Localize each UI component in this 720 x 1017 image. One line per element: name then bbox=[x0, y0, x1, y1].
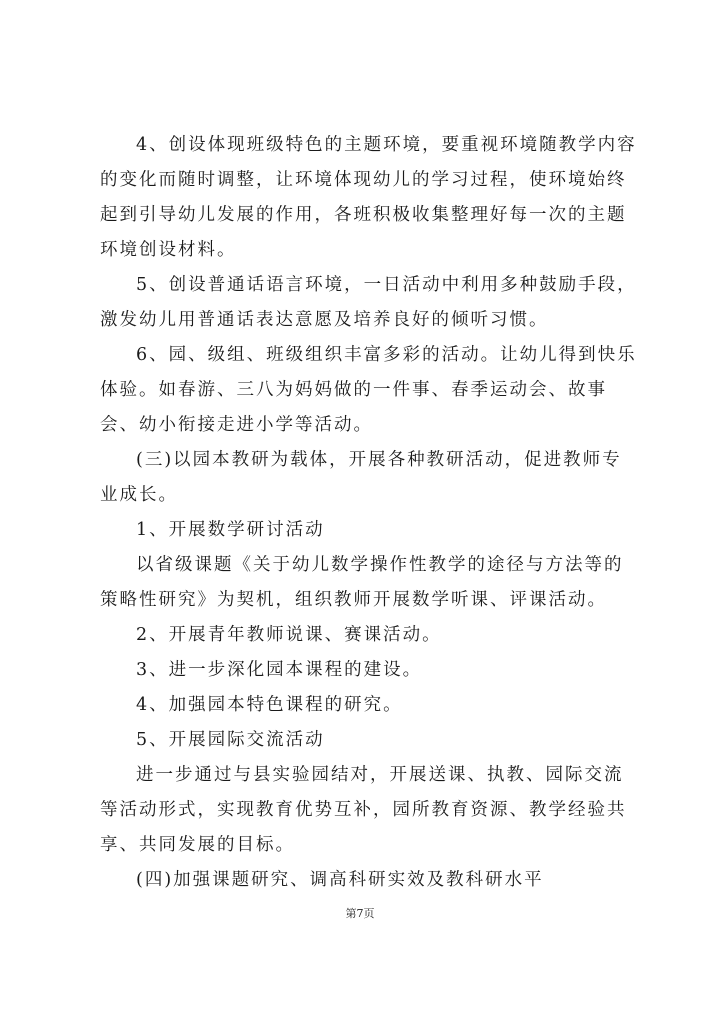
text-line: 体验。如春游、三八为妈妈做的一件事、春季运动会、故事 bbox=[100, 380, 607, 400]
text-line: 会、幼小衔接走进小学等活动。 bbox=[100, 415, 373, 435]
text-line: 享、共同发展的目标。 bbox=[100, 835, 295, 855]
text-line: 4、创设体现班级特色的主题环境，要重视环境随教学内容 bbox=[136, 135, 637, 155]
text-line: 进一步通过与县实验园结对，开展送课、执教、园际交流 bbox=[136, 765, 624, 785]
text-line: 5、创设普通话语言环境，一日活动中利用多种鼓励手段， bbox=[136, 275, 637, 295]
text-line: 策略性研究》为契机，组织教师开展数学听课、评课活动。 bbox=[100, 590, 607, 610]
list-item-heading: 1、开展数学研讨活动 bbox=[136, 520, 325, 540]
section-heading-4: (四)加强课题研究、调高科研实效及教科研水平 bbox=[136, 870, 544, 890]
list-item-heading: 2、开展青年教师说课、赛课活动。 bbox=[136, 625, 442, 645]
text-line: 起到引导幼儿发展的作用，各班积极收集整理好每一次的主题 bbox=[100, 205, 627, 225]
text-line: 等活动形式，实现教育优势互补，园所教育资源、教学经验共 bbox=[100, 800, 627, 820]
text-line: 6、园、级组、班级组织丰富多彩的活动。让幼儿得到快乐 bbox=[136, 345, 637, 365]
text-line: 以省级课题《关于幼儿数学操作性教学的途径与方法等的 bbox=[136, 555, 624, 575]
section-heading-3: (三)以园本教研为载体，开展各种教研活动，促进教师专 bbox=[136, 450, 622, 470]
list-item-heading: 5、开展园际交流活动 bbox=[136, 730, 325, 750]
text-line: 环境创设材料。 bbox=[100, 240, 237, 260]
document-body bbox=[100, 128, 637, 898]
text-line: 的变化而随时调整，让环境体现幼儿的学习过程，使环境始终 bbox=[100, 170, 627, 190]
text-line: 业成长。 bbox=[100, 485, 178, 505]
page-number: 第7页 bbox=[345, 907, 375, 920]
list-item-heading: 3、进一步深化园本课程的建设。 bbox=[136, 660, 423, 680]
text-line: 激发幼儿用普通话表达意愿及培养良好的倾听习惯。 bbox=[100, 310, 549, 330]
list-item-heading: 4、加强园本特色课程的研究。 bbox=[136, 695, 403, 715]
